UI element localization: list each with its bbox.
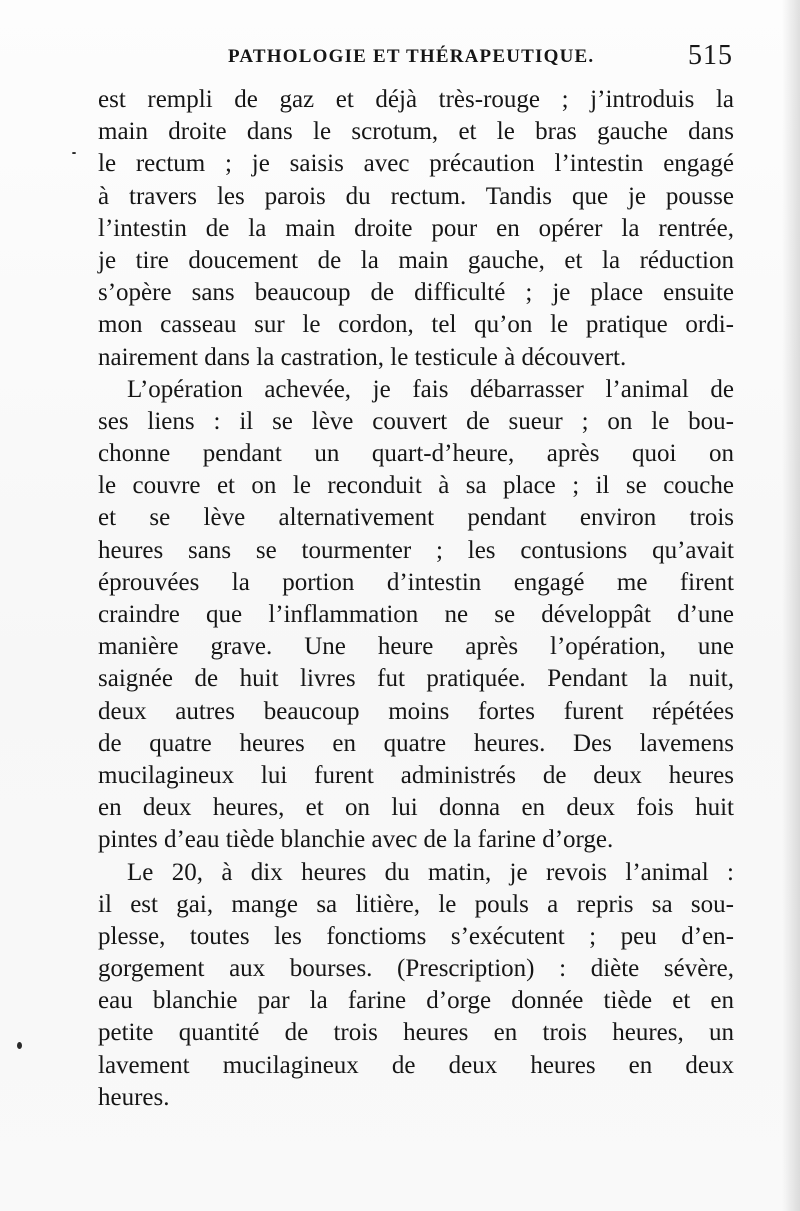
text-line: pintes d’eau tiède blanchie avec de la farine d’orge. [98,826,614,854]
text-line: heures. [98,1083,170,1111]
text-line: nairement dans la castration, le testicule à découvert. [98,343,627,371]
text-line: il est gai, mange sa litière, le pouls a repris sa sou- [98,890,734,918]
text-line: deux autres beaucoup moins fortes furent répétées [98,697,734,725]
text-line: saignée de huit livres fut pratiquée. Pendant la nuit, [98,665,734,693]
text-line: plesse, toutes les fonctioms s’exécutent ; peu d’en- [98,922,734,950]
text-line: gorgement aux bourses. (Prescription) : diète sévère, [98,955,734,983]
text-line: eau blanchie par la farine d’orge donnée tiède et en [98,987,734,1015]
text-line: lavement mucilagineux de deux heures en deux [98,1051,734,1079]
page-number: 515 [688,40,733,71]
text-line: chonne pendant un quart-d’heure, après quoi on [98,440,734,468]
text-line: de quatre heures en quatre heures. Des lavemens [98,729,734,757]
text-line: en deux heures, et on lui donna en deux fois huit [98,794,734,822]
page-header [228,40,733,74]
text-line: petite quantité de trois heures en trois heures, un [98,1019,734,1047]
text-line: L’opération achevée, je fais débarrasser l’animal de [127,375,734,403]
text-line: heures sans se tourmenter ; les contusions qu’avait [98,536,734,564]
text-line: le couvre et on le reconduit à sa place ; il se couche [98,472,734,500]
body-text [98,84,734,1114]
text-line: main droite dans le scrotum, et le bras gauche dans [98,118,734,146]
text-line: s’opère sans beaucoup de difficulté ; je place ensuite [98,279,734,307]
text-line: craindre que l’inflammation ne se développât d’une [98,601,734,628]
page-edge-shadow [782,0,800,1211]
text-line: manière grave. Une heure après l’opération, une [98,633,734,661]
running-title: PATHOLOGIE ET THÉRAPEUTIQUE. [228,46,595,67]
ink-speck [17,1042,22,1049]
ink-speck [72,152,76,154]
text-line: et se lève alternativement pendant environ trois [98,504,734,532]
text-line: le rectum ; je saisis avec précaution l’intestin engagé [98,150,734,178]
text-line: est rempli de gaz et déjà très-rouge ; j’introduis la [98,86,734,113]
text-line: à travers les parois du rectum. Tandis que je pousse [98,182,734,210]
text-line: mucilagineux lui furent administrés de deux heures [98,761,734,789]
text-line: je tire doucement de la main gauche, et la réduction [98,246,734,274]
text-line: ses liens : il se lève couvert de sueur ; on le bou- [98,407,734,435]
text-line: Le 20, à dix heures du matin, je revois l’animal : [127,858,734,886]
text-line: mon casseau sur le cordon, tel qu’on le pratique ordi- [98,311,734,339]
text-line: l’intestin de la main droite pour en opérer la rentrée, [98,214,734,242]
text-line: éprouvées la portion d’intestin engagé me firent [98,568,734,596]
